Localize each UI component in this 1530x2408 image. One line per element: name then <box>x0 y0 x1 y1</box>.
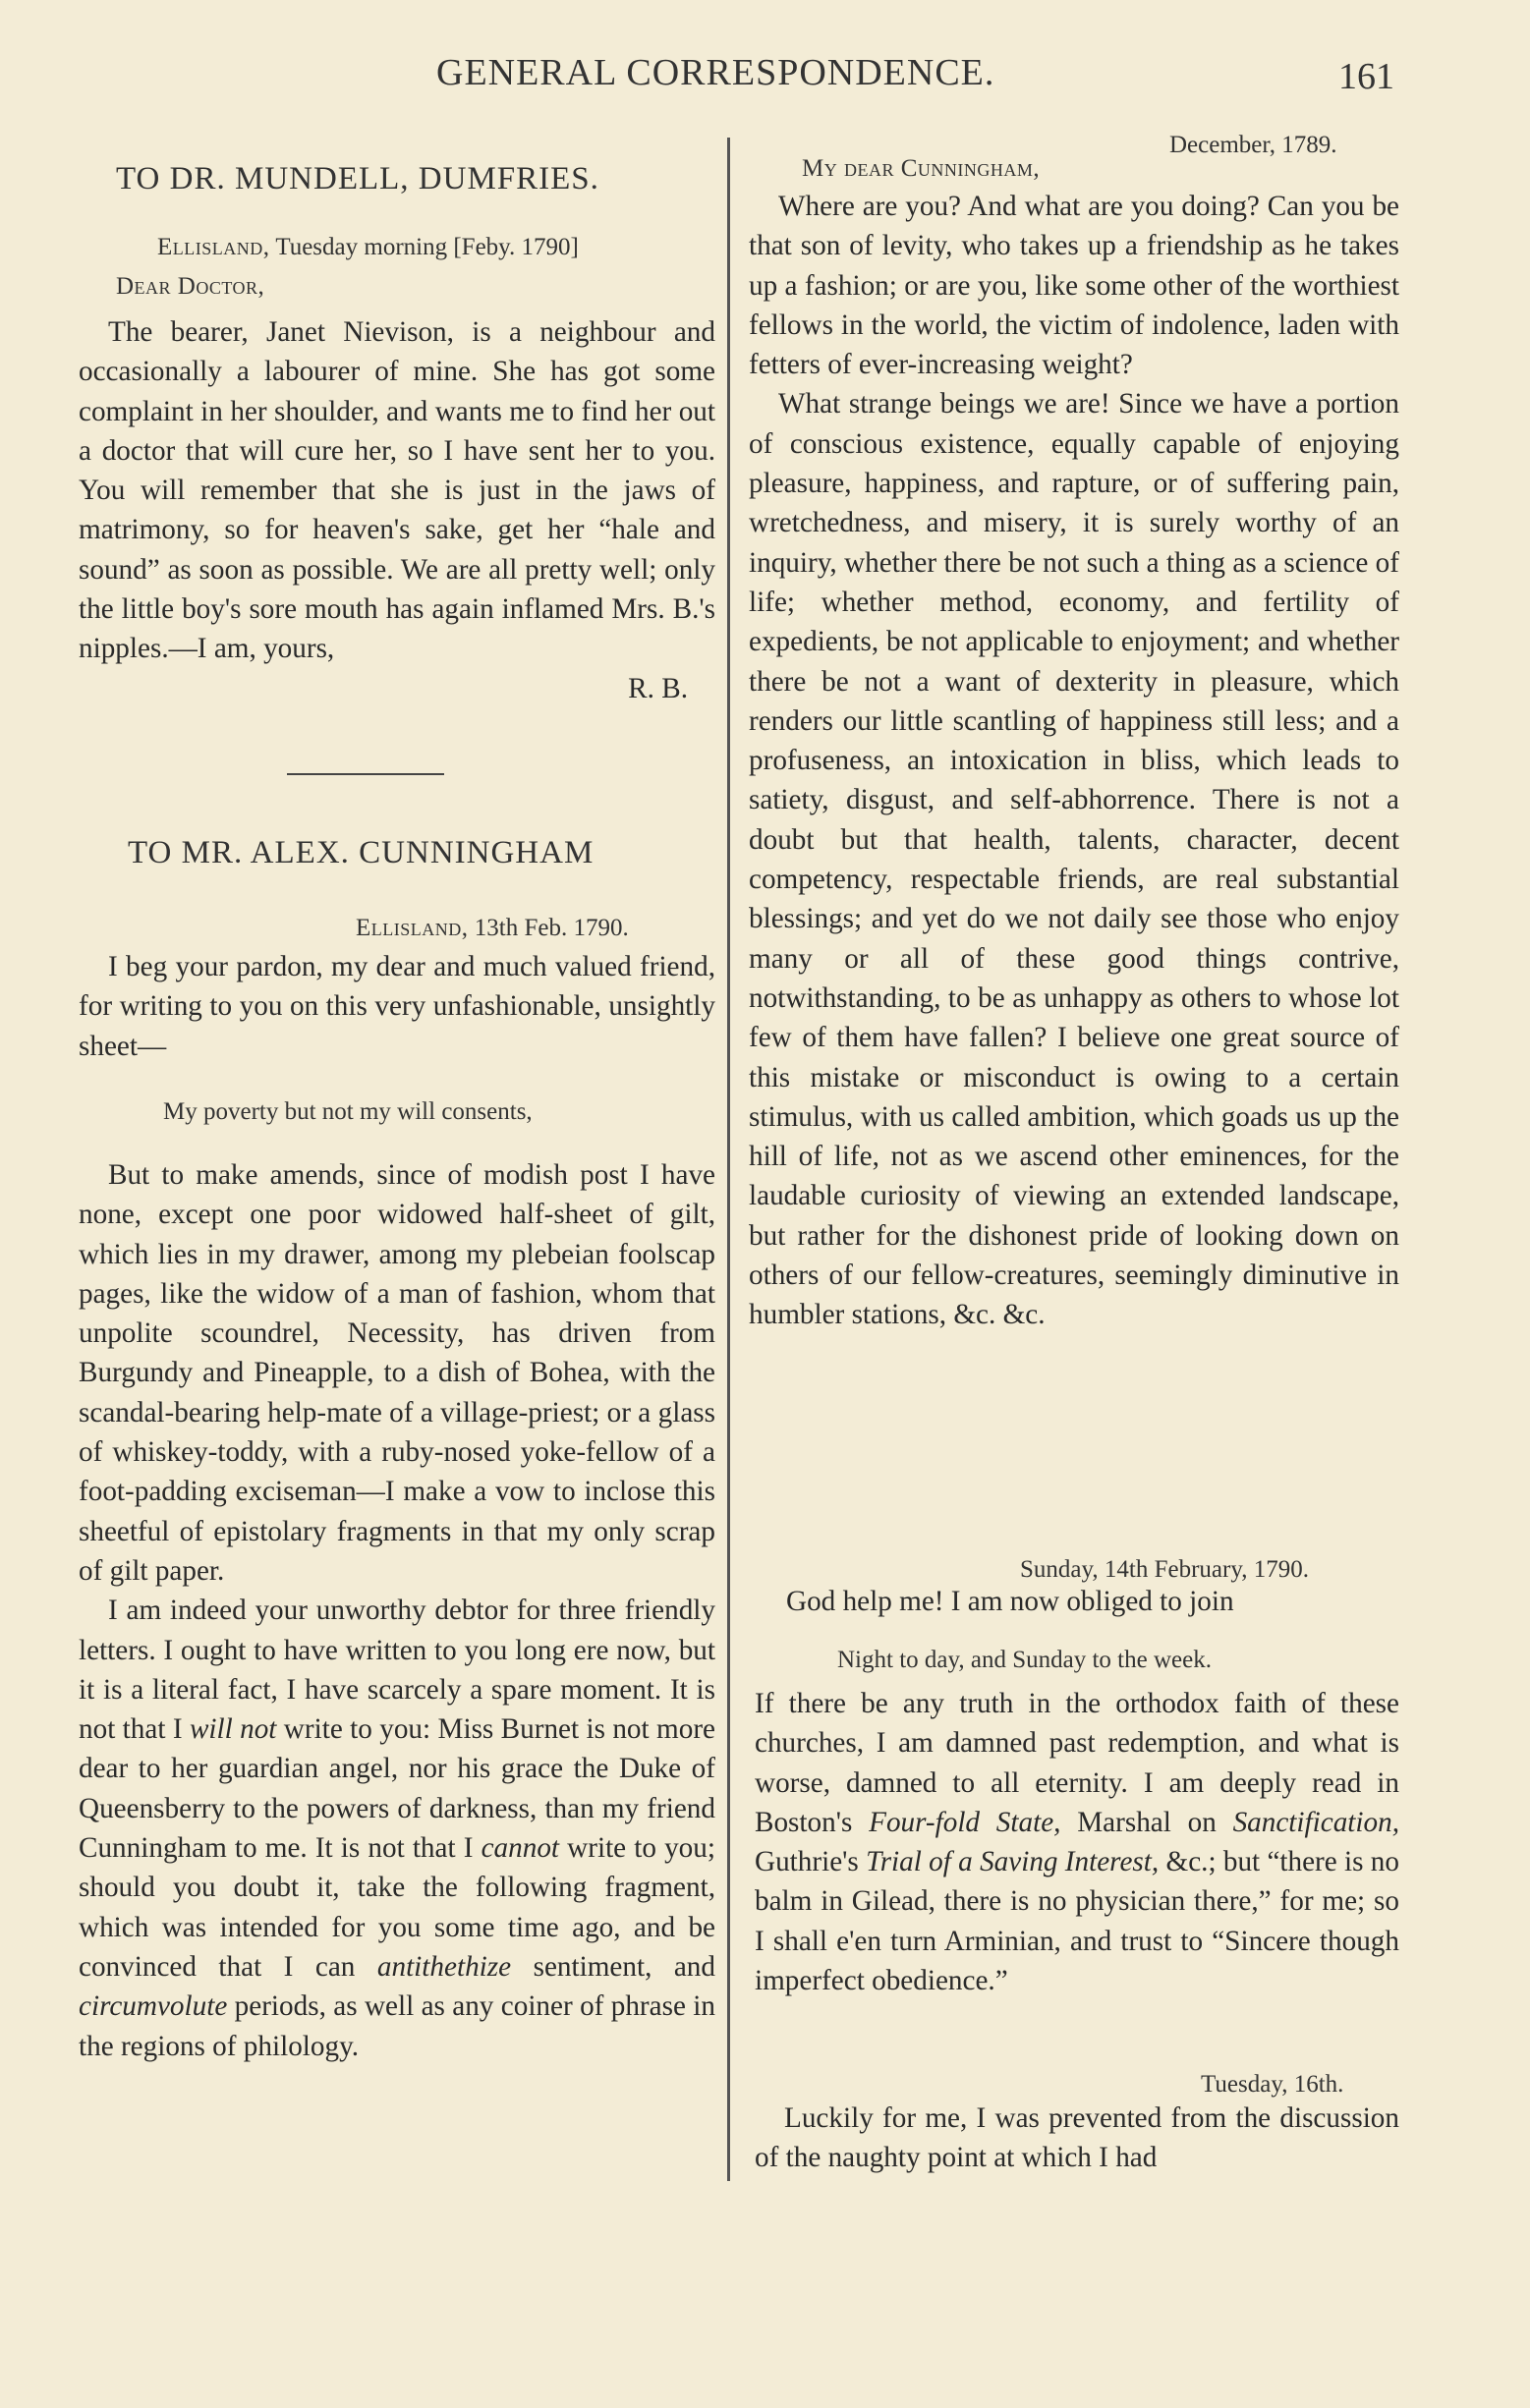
text-run: periods, as well as any coiner of phrase in the regions of philology. <box>79 1990 715 2062</box>
letter3-paragraph-4 <box>755 1684 1399 2000</box>
text-run: Marshal on <box>1060 1806 1233 1838</box>
letter3-salutation <box>802 149 1040 189</box>
letter3-date-2: Sunday, 14th February, 1790. <box>1020 1556 1309 1583</box>
letter3-paragraph-4-text <box>755 1684 1399 2000</box>
letter2-paragraph-3 <box>79 1591 715 2066</box>
letter1-signature: R. B. <box>628 672 688 704</box>
letter3-date: December, 1789. <box>1169 132 1337 158</box>
letter3-date-3: Tuesday, 16th. <box>1201 2071 1344 2098</box>
text-run: I am indeed your unworthy debtor for three friendly letters. I ought to have written to you long ere now, but it is a literal fact, I have scarcely a spare moment. It is not that I <box>79 1595 715 1746</box>
section-divider <box>287 773 444 775</box>
letter1-dateline <box>157 228 579 267</box>
verse-quote-1: My poverty but not my will consents, <box>163 1098 533 1125</box>
italic-run: circumvolute <box>79 1990 228 2023</box>
text-run: write to you: Miss Burnet is not more dear to her guardian angel, nor his grace the Duke of Queensberry to the powers of darkness, than my friend Cunningham to me. It is not that I <box>79 1713 715 1865</box>
letter1-salutation <box>116 267 264 307</box>
letter3-paragraph-5 <box>755 2099 1399 2178</box>
letter2-paragraph-1: I beg your pardon, my dear and much valued friend, for writing to you on this very unfashionable, unsightly sheet— <box>79 951 715 1062</box>
text-run: Guthrie's <box>755 1846 867 1878</box>
letter2-dateline <box>356 909 629 948</box>
letter1-place: Ellisland, <box>157 234 270 260</box>
letter1-heading: TO DR. MUNDELL, DUMFRIES. <box>116 161 599 196</box>
text-run: sentiment, and <box>511 1950 715 1983</box>
italic-run: cannot <box>481 1832 560 1865</box>
letter3-salutation-text: My dear Cunningham, <box>802 155 1041 182</box>
letter1-date: Tuesday morning [Feby. 1790] <box>269 234 579 260</box>
letter3-body <box>749 187 1399 1335</box>
letter2-body <box>79 1155 715 2066</box>
italic-run: antithethize <box>376 1950 512 1983</box>
letter2-place: Ellisland, <box>356 915 469 941</box>
letter3-paragraph-5-text: Luckily for me, I was prevented from the discussion of the naughty point at which I had <box>755 2102 1399 2174</box>
column-divider <box>727 138 730 2181</box>
letter2-heading: TO MR. ALEX. CUNNINGHAM <box>128 835 595 870</box>
text-run: write to you; should you doubt it, take the following fragment, which was intended for you some time ago, and be convinced that I can <box>79 1832 715 1983</box>
letter2-intro <box>79 947 715 1066</box>
italic-run: Four-fold State, <box>869 1806 1061 1838</box>
text-run: If there be any truth in the orthodox faith of these churches, I am damned past redemption, and what is worse, damned to all eternity. I am deeply read in Boston's <box>755 1688 1399 1838</box>
verse-quote-2: Night to day, and Sunday to the week. <box>837 1647 1212 1673</box>
italic-run: Trial of a Saving Interest, <box>866 1846 1160 1878</box>
letter1-salutation-text: Dear Doctor, <box>116 273 265 300</box>
letter3-paragraph-2: What strange beings we are! Since we have a portion of conscious existence, equally capable of enjoying pleasure, happiness, and rapture, or of suffering pain, wretchedness, and misery, it is surely worthy of an inquiry, whether there be not such a thing as a science of life; whether method, economy, and fertility of expedients, be not applicable to enjoyment; and whether there be not a want of dexterity in pleasure, which renders our little scantling of happiness still less; and a profuseness, an intoxication in bliss, which leads to satiety, disgust, and self-abhorrence. There is not a doubt but that health, talents, character, decent competency, respectable friends, are real substantial blessings; and yet do we not daily see those who enjoy many or all of these good things contrive, notwithstanding, to be as unhappy as others to whose lot few of them have fallen? I believe one great source of this mistake or misconduct is owing to a certain stimulus, with us called ambition, which goads us up the hill of life, not as we ascend other eminences, for the laudable curiosity of viewing an extended landscape, but rather for the dishonest pride of looking down on others of our fellow-creatures, seemingly diminutive in humbler stations, &c. &c. <box>749 388 1399 1331</box>
letter1-body <box>79 312 715 708</box>
letter3-paragraph-1: Where are you? And what are you doing? Can you be that son of levity, who takes up a friendship as he takes up a fashion; or are you, like some other of the worthiest fellows in the world, the victim of indolence, laden with fetters of ever-increasing weight? <box>749 191 1399 381</box>
text-run: &c.; but “there is no balm in Gilead, there is no physician there,” for me; so I shall e'en turn Arminian, and trust to “Sincere though imperfect obedience.” <box>755 1846 1399 1997</box>
letter3-paragraph-3 <box>786 1582 1399 1621</box>
letter2-paragraph-2: But to make amends, since of modish post I have none, except one poor widowed half-sheet of gilt, which lies in my drawer, among my plebeian foolscap pages, like the widow of a man of fashion, whom that unpolite scoundrel, Necessity, has driven from Burgundy and Pineapple, to a dish of Bohea, with the scandal-bearing help-mate of a village-priest; or a glass of whiskey-toddy, with a ruby-nosed yoke-fellow of a foot-padding exciseman—I make a vow to inclose this sheetful of epistolary fragments in that my only scrap of gilt paper. <box>79 1159 715 1587</box>
italic-run: Sanctification, <box>1232 1806 1399 1838</box>
letter2-date: 13th Feb. 1790. <box>468 915 629 941</box>
italic-run: will not <box>189 1713 277 1746</box>
page-number: 161 <box>1338 56 1394 97</box>
letter3-paragraph-3-text: God help me! I am now obliged to join <box>786 1586 1234 1617</box>
letter1-paragraph: The bearer, Janet Nievison, is a neighbour and occasionally a labourer of mine. She has got some complaint in her shoulder, and wants me to find her out a doctor that will cure her, so I have sent her to you. You will remember that she is just in the jaws of matrimony, so for heaven's sake, get her “hale and sound” as soon as possible. We are all pretty well; only the little boy's sore mouth has again inflamed Mrs. B.'s nipples.—I am, yours, <box>79 316 715 665</box>
running-header: GENERAL CORRESPONDENCE. <box>436 52 995 93</box>
